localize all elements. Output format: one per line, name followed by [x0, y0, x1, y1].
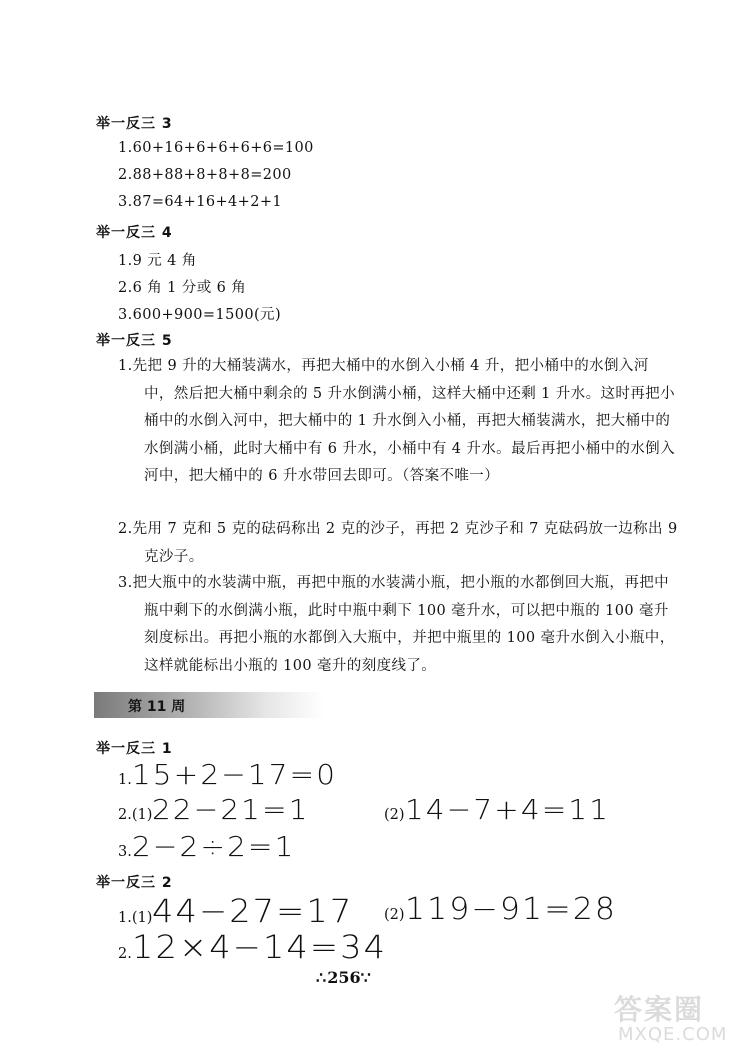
question-number: 1. [118, 772, 132, 788]
handwritten-equation: 22−21=1 [152, 793, 310, 826]
section-heading-3: 举一反三 3 [96, 116, 173, 132]
equation-row [118, 758, 337, 791]
handwritten-equation: 14−7+4=11 [404, 793, 610, 826]
sub-question-mark: (1) [131, 910, 153, 926]
handwritten-equation: 2−2÷2=1 [131, 830, 296, 863]
answer-line: 3.600+900=1500(元) [118, 307, 282, 323]
week-banner [94, 692, 324, 718]
answer-line: 1.60+16+6+6+6+6=100 [118, 140, 314, 156]
equation-row [118, 793, 310, 826]
watermark-url: MXQE.COM [618, 1024, 728, 1045]
handwritten-equation: 15+2−17=0 [131, 758, 337, 791]
page-number [316, 968, 372, 987]
watermark-title: 答案圈 [614, 993, 705, 1026]
question-number: 2. [118, 946, 132, 962]
answer-line: 2.6 角 1 分或 6 角 [118, 280, 247, 296]
sub-question-mark: (2) [384, 907, 405, 923]
answer-line: 3.87=64+16+4+2+1 [118, 194, 283, 210]
section-heading-4: 举一反三 4 [96, 225, 173, 241]
equation-row [384, 892, 617, 927]
equation-row [118, 830, 296, 863]
handwritten-equation: 119−91=28 [404, 892, 617, 927]
sub-question-mark: (1) [131, 807, 153, 823]
answer-paragraph: 3.把大瓶中的水装满中瓶，再把中瓶的水装满小瓶，把小瓶的水都倒回大瓶，再把中瓶中剩下的水倒满小瓶，此时中瓶中剩下 100 毫升水，可以把中瓶的 100 毫升刻度标出。再把小瓶的水都倒入大瓶中，并把中瓶里的 100 毫升水倒入小瓶中，这样就能标出小瓶的 100 毫升的刻度线了。 [118, 575, 675, 674]
question-number: 3. [118, 844, 132, 860]
page-number-value: 256 [327, 968, 361, 987]
decorative-dots-right: ∵ [360, 968, 372, 987]
equation-row [118, 928, 387, 966]
answer-paragraph: 1.先把 9 升的大桶装满水，再把大桶中的水倒入小桶 4 升，把小桶中的水倒入河中，然后把大桶中剩余的 5 升水倒满小桶，这样大桶中还剩 1 升水。这时再把小桶中的水倒入河中，把大桶中的 1 升水倒入小桶，再把大桶装满水，把大桶中的水倒满小桶，此时大桶中有 6 升水，小桶中有 4 升水。最后再把小桶中的水倒入河中，把大桶中的 6 升水带回去即可。（答案不唯一） [118, 358, 675, 484]
section-heading-5: 举一反三 5 [96, 333, 173, 349]
section-heading-1: 举一反三 1 [96, 741, 173, 757]
question-number: 2. [118, 807, 132, 823]
sub-question-mark: (2) [384, 807, 405, 823]
decorative-dots-left: ∴ [316, 968, 328, 987]
answer-paragraph: 2.先用 7 克和 5 克的砝码称出 2 克的沙子，再把 2 克沙子和 7 克砝码放一边称出 9 克沙子。 [118, 521, 678, 565]
watermark-logo [596, 988, 746, 1048]
section-heading-2: 举一反三 2 [96, 875, 173, 891]
equation-row [118, 892, 354, 930]
handwritten-equation: 44−27=17 [152, 892, 354, 930]
question-number: 1. [118, 910, 132, 926]
equation-row [384, 793, 610, 826]
answer-line: 1.9 元 4 角 [118, 253, 197, 269]
answer-line: 2.88+88+8+8+8=200 [118, 167, 292, 183]
handwritten-equation: 12×4−14=34 [131, 928, 387, 966]
week-title: 第 11 周 [128, 699, 186, 715]
